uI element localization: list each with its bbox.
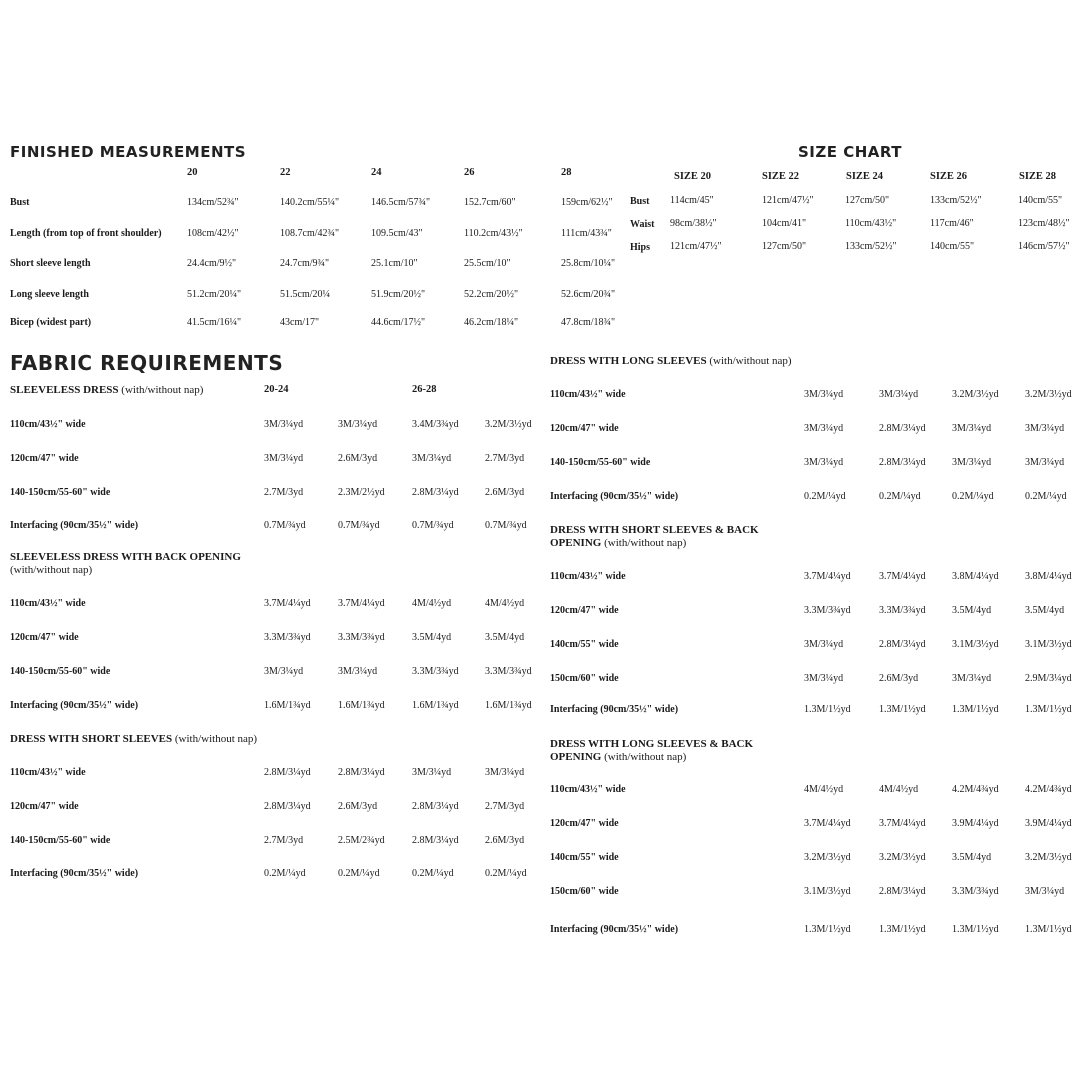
fabric-cell: 2.8M/3¼yd	[879, 886, 926, 897]
sc-row-label: Bust	[630, 196, 650, 207]
fabric-cell: 3.7M/4¼yd	[804, 571, 851, 582]
fabric-cell: 3M/3¼yd	[1025, 886, 1065, 897]
sc-cell: 127cm/50"	[845, 195, 890, 206]
fabric-row-label: 140-150cm/55-60" wide	[10, 666, 111, 677]
fabric-cell: 2.8M/3¼yd	[879, 423, 926, 434]
fabric-cell: 3.2M/3½yd	[1025, 852, 1072, 863]
fm-row-label: Length (from top of front shoulder)	[10, 228, 162, 239]
fm-cell: 24.4cm/9½"	[187, 258, 237, 269]
sc-cell: 127cm/50"	[762, 241, 807, 252]
fm-cell: 52.6cm/20¾"	[561, 289, 616, 300]
sc-size-header: SIZE 24	[846, 171, 884, 182]
sc-cell: 123cm/48½"	[1018, 218, 1070, 229]
fabric-cell: 3.5M/4yd	[412, 632, 452, 643]
fm-size-header: 26	[464, 167, 475, 178]
fm-cell: 140.2cm/55¼"	[280, 197, 340, 208]
sc-cell: 117cm/46"	[930, 218, 974, 229]
fm-cell: 159cm/62½"	[561, 197, 613, 208]
fabric-row-label: Interfacing (90cm/35½" wide)	[10, 700, 139, 711]
fm-cell: 111cm/43¾"	[561, 228, 612, 239]
fabric-cell: 3M/3¼yd	[952, 673, 992, 684]
fabric-cell: 3M/3¼yd	[804, 457, 844, 468]
finished-measurements-title: FINISHED MEASUREMENTS	[10, 143, 247, 161]
fabric-cell: 3.2M/3½yd	[1025, 389, 1072, 400]
fabric-row-label: 120cm/47" wide	[10, 801, 79, 812]
fabric-cell: 1.6M/1¾yd	[264, 700, 311, 711]
fabric-cell: 3.9M/4¼yd	[952, 818, 999, 829]
fabric-row-label: Interfacing (90cm/35½" wide)	[550, 704, 679, 715]
fabric-cell: 3.1M/3½yd	[804, 886, 851, 897]
fabric-cell: 2.6M/3yd	[338, 801, 378, 812]
section-title: DRESS WITH SHORT SLEEVES (with/without nap)	[10, 733, 258, 745]
fabric-row-label: 120cm/47" wide	[10, 453, 79, 464]
fabric-cell: 3.7M/4¼yd	[264, 598, 311, 609]
fabric-cell: 3.8M/4¼yd	[1025, 571, 1072, 582]
fabric-cell: 2.8M/3¼yd	[264, 801, 311, 812]
fabric-cell: 1.3M/1½yd	[879, 924, 926, 935]
fabric-cell: 0.2M/¼yd	[485, 868, 527, 879]
fabric-row-label: 140cm/55" wide	[550, 639, 619, 650]
fabric-cell: 1.3M/1½yd	[952, 704, 999, 715]
fabric-cell: 3M/3¼yd	[485, 767, 525, 778]
sc-cell: 114cm/45"	[670, 195, 714, 206]
size-chart-title: SIZE CHART	[798, 143, 903, 161]
fabric-cell: 2.8M/3¼yd	[412, 835, 459, 846]
fabric-cell: 3.3M/3¾yd	[879, 605, 926, 616]
fm-cell: 47.8cm/18¾"	[561, 317, 616, 328]
fm-cell: 24.7cm/9¾"	[280, 258, 330, 269]
fabric-cell: 2.8M/3¼yd	[338, 767, 385, 778]
fabric-cell: 3.7M/4¼yd	[879, 571, 926, 582]
fabric-cell: 3.3M/3¾yd	[952, 886, 999, 897]
fabric-cell: 2.3M/2½yd	[338, 487, 385, 498]
fabric-cell: 2.8M/3¼yd	[264, 767, 311, 778]
fabric-cell: 2.6M/3yd	[879, 673, 919, 684]
fm-row-label: Short sleeve length	[10, 258, 91, 269]
fabric-row-label: 120cm/47" wide	[550, 818, 619, 829]
fabric-row-label: Interfacing (90cm/35½" wide)	[10, 520, 139, 531]
fabric-cell: 2.7M/3yd	[264, 487, 304, 498]
size-group-header: 20-24	[264, 384, 289, 395]
fm-cell: 108cm/42½"	[187, 228, 239, 239]
fabric-row-label: 150cm/60" wide	[550, 673, 619, 684]
fabric-cell: 4.2M/4¾yd	[1025, 784, 1072, 795]
fabric-cell: 3.7M/4¼yd	[338, 598, 385, 609]
section-title: DRESS WITH LONG SLEEVES (with/without nap)	[550, 355, 792, 367]
fabric-cell: 3.5M/4yd	[952, 605, 992, 616]
fabric-cell: 3.1M/3½yd	[1025, 639, 1072, 650]
fm-size-header: 20	[187, 167, 198, 178]
fabric-row-label: 140-150cm/55-60" wide	[10, 835, 111, 846]
fabric-cell: 3.3M/3¾yd	[804, 605, 851, 616]
fabric-cell: 1.3M/1½yd	[1025, 924, 1072, 935]
fabric-cell: 3M/3¼yd	[264, 453, 304, 464]
fm-cell: 110.2cm/43½"	[464, 228, 523, 239]
fabric-cell: 0.2M/¼yd	[804, 491, 846, 502]
sc-cell: 121cm/47½"	[670, 241, 722, 252]
fabric-row-label: Interfacing (90cm/35½" wide)	[10, 868, 139, 879]
fabric-cell: 0.2M/¼yd	[264, 868, 306, 879]
sc-cell: 133cm/52½"	[930, 195, 982, 206]
fabric-cell: 1.3M/1½yd	[952, 924, 999, 935]
fabric-cell: 1.3M/1½yd	[879, 704, 926, 715]
fabric-row-label: Interfacing (90cm/35½" wide)	[550, 491, 679, 502]
size-group-header: 26-28	[412, 384, 437, 395]
fm-size-header: 22	[280, 167, 291, 178]
fabric-cell: 3M/3¼yd	[1025, 457, 1065, 468]
sc-cell: 98cm/38½"	[670, 218, 717, 229]
fm-cell: 25.5cm/10"	[464, 258, 511, 269]
fabric-cell: 3M/3¼yd	[264, 419, 304, 430]
fabric-cell: 3.1M/3½yd	[952, 639, 999, 650]
fabric-cell: 2.9M/3¼yd	[1025, 673, 1072, 684]
sc-size-header: SIZE 20	[674, 171, 712, 182]
sc-row-label: Waist	[630, 219, 655, 230]
fabric-cell: 3M/3¼yd	[412, 453, 452, 464]
fabric-row-label: 140-150cm/55-60" wide	[10, 487, 111, 498]
fabric-cell: 3.5M/4yd	[952, 852, 992, 863]
sc-size-header: SIZE 28	[1019, 171, 1057, 182]
fm-cell: 41.5cm/16¼"	[187, 317, 242, 328]
fabric-cell: 3.4M/3¾yd	[412, 419, 459, 430]
fabric-cell: 3M/3¼yd	[804, 423, 844, 434]
fabric-cell: 3.2M/3½yd	[804, 852, 851, 863]
fabric-cell: 0.2M/¼yd	[412, 868, 454, 879]
fm-size-header: 28	[561, 167, 572, 178]
fm-cell: 152.7cm/60"	[464, 197, 516, 208]
fabric-cell: 0.7M/¾yd	[264, 520, 306, 531]
fm-row-label: Long sleeve length	[10, 289, 89, 300]
fm-cell: 51.2cm/20¼"	[187, 289, 242, 300]
fabric-cell: 3M/3¼yd	[1025, 423, 1065, 434]
fabric-cell: 4M/4½yd	[485, 598, 525, 609]
fabric-cell: 1.6M/1¾yd	[412, 700, 459, 711]
fabric-cell: 3M/3¼yd	[952, 457, 992, 468]
sc-cell: 121cm/47½"	[762, 195, 814, 206]
fabric-row-label: 110cm/43½" wide	[550, 389, 626, 400]
fabric-cell: 3M/3¼yd	[412, 767, 452, 778]
fabric-cell: 4M/4½yd	[804, 784, 844, 795]
fabric-cell: 0.2M/¼yd	[338, 868, 380, 879]
fabric-cell: 3M/3¼yd	[338, 419, 378, 430]
sc-size-header: SIZE 26	[930, 171, 968, 182]
fabric-requirements-title: FABRIC REQUIREMENTS	[10, 351, 284, 375]
section-title: DRESS WITH LONG SLEEVES & BACK OPENING (with/without nap)	[550, 738, 754, 763]
fabric-cell: 4.2M/4¾yd	[952, 784, 999, 795]
fabric-cell: 0.2M/¼yd	[879, 491, 921, 502]
fabric-cell: 3M/3¼yd	[804, 673, 844, 684]
sc-cell: 140cm/55"	[1018, 195, 1063, 206]
fabric-cell: 2.8M/3¼yd	[879, 457, 926, 468]
fm-cell: 25.8cm/10¼"	[561, 258, 616, 269]
fm-cell: 52.2cm/20½"	[464, 289, 519, 300]
fabric-cell: 2.8M/3¼yd	[879, 639, 926, 650]
fabric-cell: 2.6M/3yd	[485, 835, 525, 846]
section-title: SLEEVELESS DRESS WITH BACK OPENING (with/without nap)	[10, 551, 241, 576]
fabric-cell: 3.3M/3¾yd	[264, 632, 311, 643]
fabric-cell: 0.7M/¾yd	[412, 520, 454, 531]
fm-row-label: Bicep (widest part)	[10, 317, 92, 328]
fabric-cell: 2.5M/2¾yd	[338, 835, 385, 846]
fabric-cell: 1.3M/1½yd	[1025, 704, 1072, 715]
fabric-cell: 2.7M/3yd	[485, 453, 525, 464]
fabric-cell: 3M/3¼yd	[879, 389, 919, 400]
fm-cell: 134cm/52¾"	[187, 197, 239, 208]
fabric-cell: 2.6M/3yd	[338, 453, 378, 464]
fabric-cell: 3.9M/4¼yd	[1025, 818, 1072, 829]
fabric-cell: 2.8M/3¼yd	[412, 801, 459, 812]
fabric-cell: 0.2M/¼yd	[1025, 491, 1067, 502]
fabric-cell: 3.7M/4¼yd	[879, 818, 926, 829]
fabric-cell: 3.2M/3½yd	[485, 419, 532, 430]
fabric-cell: 2.6M/3yd	[485, 487, 525, 498]
fabric-cell: 3.3M/3¾yd	[412, 666, 459, 677]
fm-cell: 46.2cm/18¼"	[464, 317, 519, 328]
sc-cell: 104cm/41"	[762, 218, 807, 229]
fabric-row-label: 110cm/43½" wide	[10, 767, 86, 778]
fm-cell: 108.7cm/42¾"	[280, 228, 340, 239]
fabric-row-label: Interfacing (90cm/35½" wide)	[550, 924, 679, 935]
sc-row-label: Hips	[630, 242, 651, 253]
fabric-cell: 3.5M/4yd	[485, 632, 525, 643]
fabric-row-label: 150cm/60" wide	[550, 886, 619, 897]
fm-cell: 25.1cm/10"	[371, 258, 418, 269]
fabric-cell: 3M/3¼yd	[804, 639, 844, 650]
fabric-row-label: 120cm/47" wide	[550, 423, 619, 434]
fabric-cell: 3.5M/4yd	[1025, 605, 1065, 616]
fm-cell: 51.5cm/20¼	[280, 289, 330, 300]
fabric-row-label: 120cm/47" wide	[10, 632, 79, 643]
fabric-cell: 1.6M/1¾yd	[485, 700, 532, 711]
fabric-cell: 3.3M/3¾yd	[338, 632, 385, 643]
fabric-cell: 3M/3¼yd	[338, 666, 378, 677]
fabric-cell: 3.2M/3½yd	[879, 852, 926, 863]
fm-cell: 44.6cm/17½"	[371, 317, 426, 328]
fabric-cell: 4M/4½yd	[879, 784, 919, 795]
fabric-row-label: 110cm/43½" wide	[10, 419, 86, 430]
fabric-cell: 3M/3¼yd	[804, 389, 844, 400]
fm-cell: 51.9cm/20½"	[371, 289, 426, 300]
sc-cell: 110cm/43½"	[845, 218, 897, 229]
fabric-cell: 3.3M/3¾yd	[485, 666, 532, 677]
fabric-row-label: 140-150cm/55-60" wide	[550, 457, 651, 468]
fabric-cell: 4M/4½yd	[412, 598, 452, 609]
section-title: SLEEVELESS DRESS (with/without nap)	[10, 384, 204, 396]
fabric-cell: 3.7M/4¼yd	[804, 818, 851, 829]
sc-size-header: SIZE 22	[762, 171, 800, 182]
fm-size-header: 24	[371, 167, 382, 178]
fabric-cell: 3M/3¼yd	[952, 423, 992, 434]
fabric-cell: 1.3M/1½yd	[804, 704, 851, 715]
fabric-cell: 0.7M/¾yd	[338, 520, 380, 531]
fabric-row-label: 110cm/43½" wide	[550, 784, 626, 795]
sc-cell: 140cm/55"	[930, 241, 975, 252]
fabric-cell: 2.7M/3yd	[485, 801, 525, 812]
fabric-cell: 0.2M/¼yd	[952, 491, 994, 502]
fm-cell: 43cm/17"	[280, 317, 320, 328]
fm-row-label: Bust	[10, 197, 30, 208]
fm-cell: 146.5cm/57¾"	[371, 197, 431, 208]
fabric-row-label: 120cm/47" wide	[550, 605, 619, 616]
section-title: DRESS WITH SHORT SLEEVES & BACK OPENING (with/without nap)	[550, 524, 759, 549]
sc-cell: 146cm/57½"	[1018, 241, 1070, 252]
fabric-cell: 2.8M/3¼yd	[412, 487, 459, 498]
fabric-row-label: 110cm/43½" wide	[10, 598, 86, 609]
fabric-cell: 0.7M/¾yd	[485, 520, 527, 531]
fabric-row-label: 140cm/55" wide	[550, 852, 619, 863]
sc-cell: 133cm/52½"	[845, 241, 897, 252]
fabric-row-label: 110cm/43½" wide	[550, 571, 626, 582]
fabric-cell: 1.3M/1½yd	[804, 924, 851, 935]
fabric-cell: 3M/3¼yd	[264, 666, 304, 677]
fabric-cell: 3.8M/4¼yd	[952, 571, 999, 582]
fabric-cell: 2.7M/3yd	[264, 835, 304, 846]
fabric-cell: 1.6M/1¾yd	[338, 700, 385, 711]
fm-cell: 109.5cm/43"	[371, 228, 423, 239]
fabric-cell: 3.2M/3½yd	[952, 389, 999, 400]
